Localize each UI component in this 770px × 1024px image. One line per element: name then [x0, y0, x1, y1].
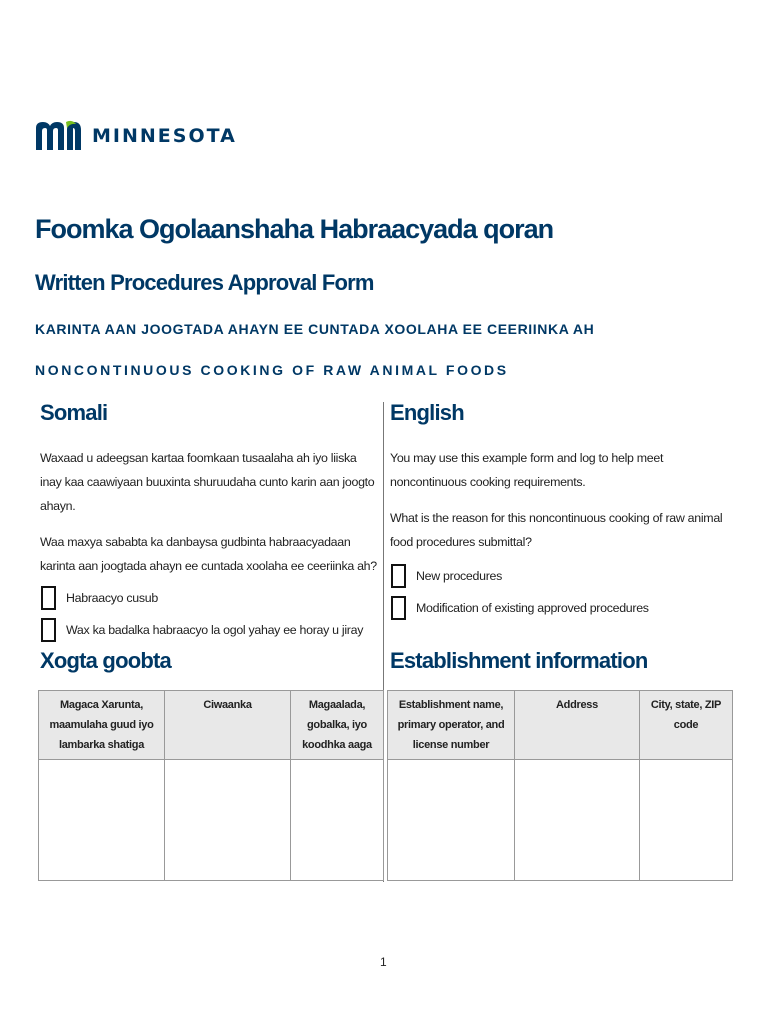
somali-establishment-heading: Xogta goobta — [40, 648, 171, 673]
somali-column — [40, 400, 378, 646]
checkbox[interactable] — [391, 564, 406, 588]
checkbox[interactable] — [41, 618, 56, 642]
english-establishment-heading: Establishment information — [390, 648, 648, 673]
english-establishment-table — [387, 690, 733, 881]
checkbox[interactable] — [41, 586, 56, 610]
checkbox-label: Modification of existing approved procedures — [416, 601, 649, 615]
column-header: Establishment name, primary operator, and license number — [388, 691, 515, 760]
column-header: City, state, ZIP code — [640, 691, 733, 760]
somali-intro: Waxaad u adeegsan kartaa foomkaan tusaalaha ah iyo liiska inay kaa caawiyaan buuxinta shuruudaha cunto karin aan joogto ahayn. — [40, 451, 375, 513]
form-title-somali: Foomka Ogolaanshaha Habraacyada qoran — [35, 214, 554, 244]
somali-heading: Somali — [40, 400, 108, 425]
english-question: What is the reason for this noncontinuous cooking of raw animal food procedures submittal? — [390, 511, 723, 549]
somali-option-modification[interactable] — [40, 614, 378, 646]
column-header: Ciwaanka — [165, 691, 291, 760]
somali-establishment-table — [38, 690, 384, 881]
column-header: Magaalada, gobalka, iyo koodhka aaga — [291, 691, 384, 760]
mn-logo-icon — [36, 120, 82, 152]
column-header: Magaca Xarunta, maamulaha guud iyo lambarka shatiga — [39, 691, 165, 760]
input-cell[interactable] — [291, 760, 384, 881]
checkbox-label: New procedures — [416, 569, 503, 583]
logo-wordmark: MINNESOTA — [92, 125, 237, 147]
checkbox-label: Habraacyo cusub — [66, 591, 158, 605]
input-cell[interactable] — [515, 760, 640, 881]
somali-option-new[interactable] — [40, 582, 378, 614]
english-option-new[interactable] — [390, 560, 735, 592]
form-title-english: Written Procedures Approval Form — [35, 270, 374, 295]
english-column — [390, 400, 735, 624]
column-header: Address — [515, 691, 640, 760]
input-cell[interactable] — [165, 760, 291, 881]
minnesota-logo — [36, 120, 237, 152]
page-number: 1 — [380, 955, 387, 969]
checkbox[interactable] — [391, 596, 406, 620]
checkbox-label: Wax ka badalka habraacyo la ogol yahay ee horay u jiray — [66, 623, 364, 637]
english-heading: English — [390, 400, 464, 425]
english-option-modification[interactable] — [390, 592, 735, 624]
subtitle-english: NONCONTINUOUS COOKING OF RAW ANIMAL FOODS — [35, 362, 509, 378]
somali-question: Waa maxya sababta ka danbaysa gudbinta habraacyadaan karinta aan joogtada ahayn ee cuntada xoolaha ee ceeriinka ah? — [40, 535, 377, 573]
input-cell[interactable] — [39, 760, 165, 881]
input-cell[interactable] — [640, 760, 733, 881]
english-intro: You may use this example form and log to help meet noncontinuous cooking requirements. — [390, 451, 664, 489]
input-cell[interactable] — [388, 760, 515, 881]
subtitle-somali: KARINTA AAN JOOGTADA AHAYN EE CUNTADA XOOLAHA EE CEERIINKA AH — [35, 321, 595, 337]
